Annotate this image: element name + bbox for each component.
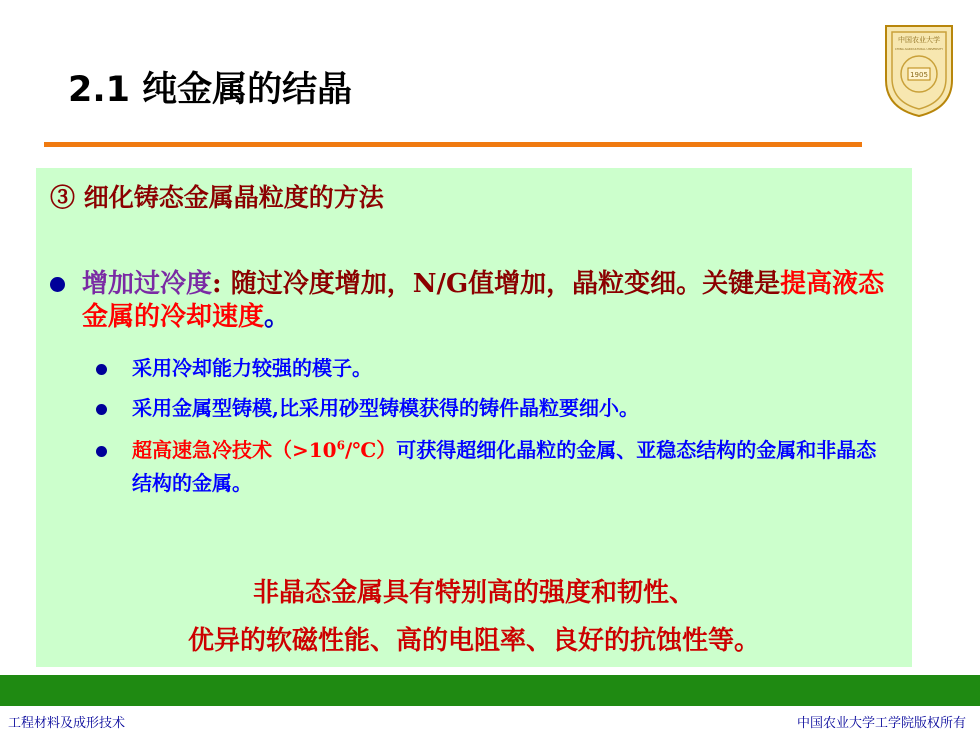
footer-band: [0, 675, 980, 706]
emblem-subtitle: CHINA AGRICULTURAL UNIVERSITY: [894, 47, 944, 51]
footer-right: 中国农业大学工学院版权所有: [796, 716, 966, 731]
main-bullet: [50, 268, 896, 334]
sub-bullet-1: 采用冷却能力较强的模子。: [96, 352, 886, 385]
page-title: 2.1 纯金属的结晶: [68, 70, 353, 110]
footer-left: 工程材料及成形技术: [8, 716, 126, 731]
bullet-dot-icon: [96, 404, 107, 415]
sub-bullet-2: 采用金属型铸模,比采用砂型铸模获得的铸件晶粒要细小。: [96, 392, 886, 425]
sub-bullet-3: 超高速急冷技术$(>10^6/℃)$可获得超细化晶粒的金属、亚稳态结构的金属和非晶态结构的金属。: [96, 434, 886, 500]
main-bullet-text: 增加过冷度: 随过冷度增加，N/G值增加，晶粒变细。关键是提高液态金属的冷却速度。: [82, 269, 885, 332]
bullet-dot-icon: [96, 364, 107, 375]
emblem-name: 中国农业大学: [898, 36, 940, 44]
emblem-year: 1905: [910, 71, 928, 79]
bullet-dot-icon: [50, 277, 65, 292]
bullet-dot-icon: [96, 446, 107, 457]
content-box: [36, 168, 912, 667]
title-underline: [44, 142, 862, 147]
section-heading: ③ 细化铸态金属晶粒度的方法: [50, 183, 384, 212]
conclusion-line-1: 非晶态金属具有特别高的强度和韧性、: [252, 578, 695, 608]
university-emblem-icon: [882, 18, 956, 118]
conclusion-line-2: 优异的软磁性能、高的电阻率、良好的抗蚀性等。: [187, 626, 760, 656]
